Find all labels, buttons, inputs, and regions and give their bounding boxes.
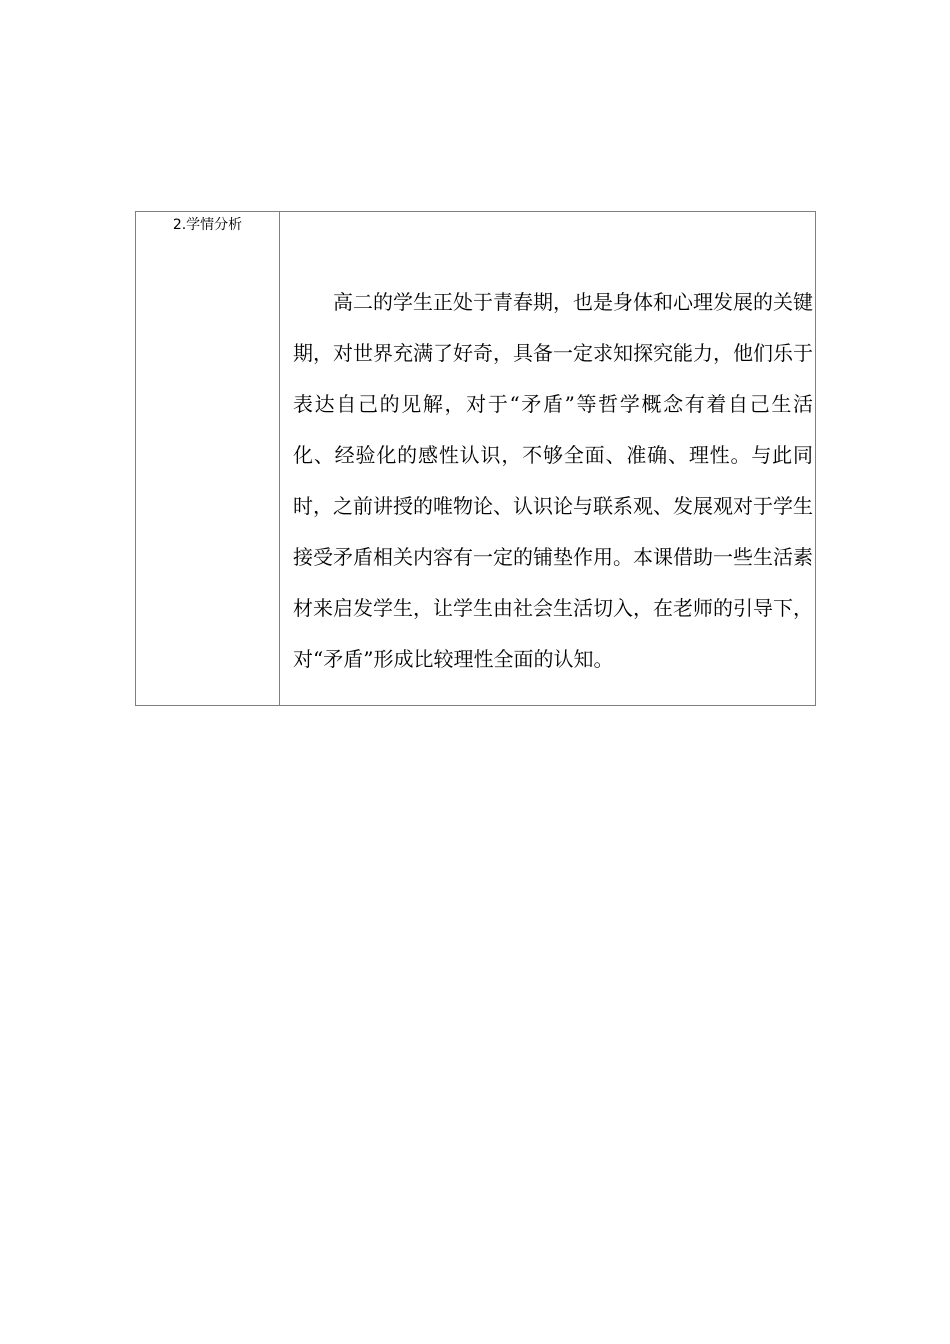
section-label: 2.学情分析 [172, 217, 243, 233]
section-content-cell [280, 212, 815, 705]
analysis-paragraph: 高二的学生正处于青春期，也是身体和心理发展的关键期，对世界充满了好奇，具备一定求知探究能力，他们乐于表达自己的见解，对于“矛盾”等哲学概念有着自己生活化、经验化的感性认识，不够全面、准确、理性。与此同时，之前讲授的唯物论、认识论与联系观、发展观对于学生接受矛盾相关内容有一定的铺垫作用。本课借助一些生活素材来启发学生，让学生由社会生活切入，在老师的引导下，对“矛盾”形成比较理性全面的认知。 [293, 290, 813, 671]
section-label-cell [136, 212, 280, 705]
analysis-table [135, 211, 816, 706]
